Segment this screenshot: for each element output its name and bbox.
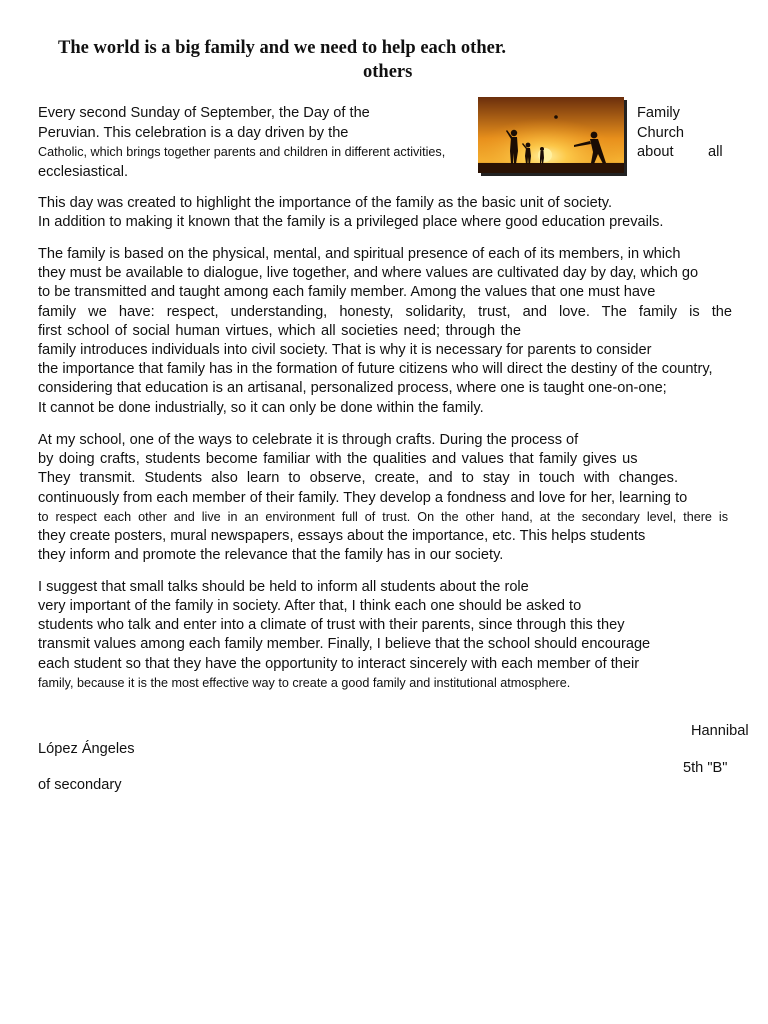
intro-line-3: Catholic, which brings together parents and children in different activities, <box>38 145 446 159</box>
intro-line-2: Peruvian. This celebration is a day driven by the <box>38 125 349 141</box>
signature-grade: 5th "B" <box>683 760 728 776</box>
document-title-line-2: others <box>363 62 413 82</box>
paragraph-5-line-1: I suggest that small talks should be held to inform all students about the role <box>38 579 529 595</box>
paragraph-3-line-3: to be transmitted and taught among each family member. Among the values that one must have <box>38 284 656 300</box>
paragraph-4-line-4: continuously from each member of their family. They develop a fondness and love for her, learning to <box>38 490 688 506</box>
paragraph-3-line-9: It cannot be done industrially, so it can only be done within the family. <box>38 400 484 416</box>
intro-side-word-family: Family <box>637 105 680 121</box>
paragraph-4-line-3: They transmit. Students also learn to observe, create, and to stay in touch with changes. <box>38 470 678 486</box>
signature-level: of secondary <box>38 777 122 793</box>
paragraph-3-line-6: family introduces individuals into civil society. That is why it is necessary for parents to consider <box>38 342 652 358</box>
intro-line-4: ecclesiastical. <box>38 164 129 180</box>
paragraph-5-line-2: very important of the family in society. After that, I think each one should be asked to <box>38 598 582 614</box>
paragraph-3-line-4: family we have: respect, understanding, honesty, solidarity, trust, and love. The family is the <box>38 304 732 320</box>
paragraph-2-line-2: In addition to making it known that the family is a privileged place where good education prevails. <box>38 214 664 230</box>
intro-side-word-about: about <box>637 144 674 160</box>
paragraph-3-line-5: first school of social human virtues, which all societies need; through the <box>38 323 521 339</box>
paragraph-4-line-1: At my school, one of the ways to celebrate it is through crafts. During the process of <box>38 432 579 448</box>
paragraph-2-line-1: This day was created to highlight the importance of the family as the basic unit of society. <box>38 195 613 211</box>
paragraph-5-line-5: each student so that they have the opportunity to interact sincerely with each member of their <box>38 656 640 672</box>
paragraph-3-line-2: they must be available to dialogue, live together, and where values are cultivated day by day, which go <box>38 265 699 281</box>
paragraph-5-line-3: students who talk and enter into a climate of trust with their parents, since through this they <box>38 617 625 633</box>
paragraph-3-line-7: the importance that family has in the formation of future citizens who will direct the destiny of the country, <box>38 361 713 377</box>
paragraph-4-line-5: to respect each other and live in an environment full of trust. On the other hand, at the secondary level, there is <box>38 510 728 524</box>
paragraph-4-line-2: by doing crafts, students become familiar with the qualities and values that family gives us <box>38 451 638 467</box>
paragraph-3-line-1: The family is based on the physical, mental, and spiritual presence of each of its members, in which <box>38 246 681 262</box>
paragraph-5-line-4: transmit values among each family member. Finally, I believe that the school should encourage <box>38 636 651 652</box>
intro-side-word-church: Church <box>637 125 685 141</box>
sunset-family-photo <box>478 97 624 173</box>
intro-side-word-all: all <box>708 144 723 160</box>
paragraph-5-line-6: family, because it is the most effective way to create a good family and institutional atmosphere. <box>38 676 571 690</box>
paragraph-4-line-6: they create posters, mural newspapers, essays about the importance, etc. This helps students <box>38 528 646 544</box>
signature-last-name: López Ángeles <box>38 741 135 757</box>
intro-line-1: Every second Sunday of September, the Day of the <box>38 105 370 121</box>
signature-first-name: Hannibal <box>691 723 749 739</box>
paragraph-3-line-8: considering that education is an artisanal, personalized process, where one is taught one-on-one; <box>38 380 667 396</box>
paragraph-4-line-7: they inform and promote the relevance that the family has in our society. <box>38 547 504 563</box>
document-title-line-1: The world is a big family and we need to help each other. <box>58 38 506 58</box>
